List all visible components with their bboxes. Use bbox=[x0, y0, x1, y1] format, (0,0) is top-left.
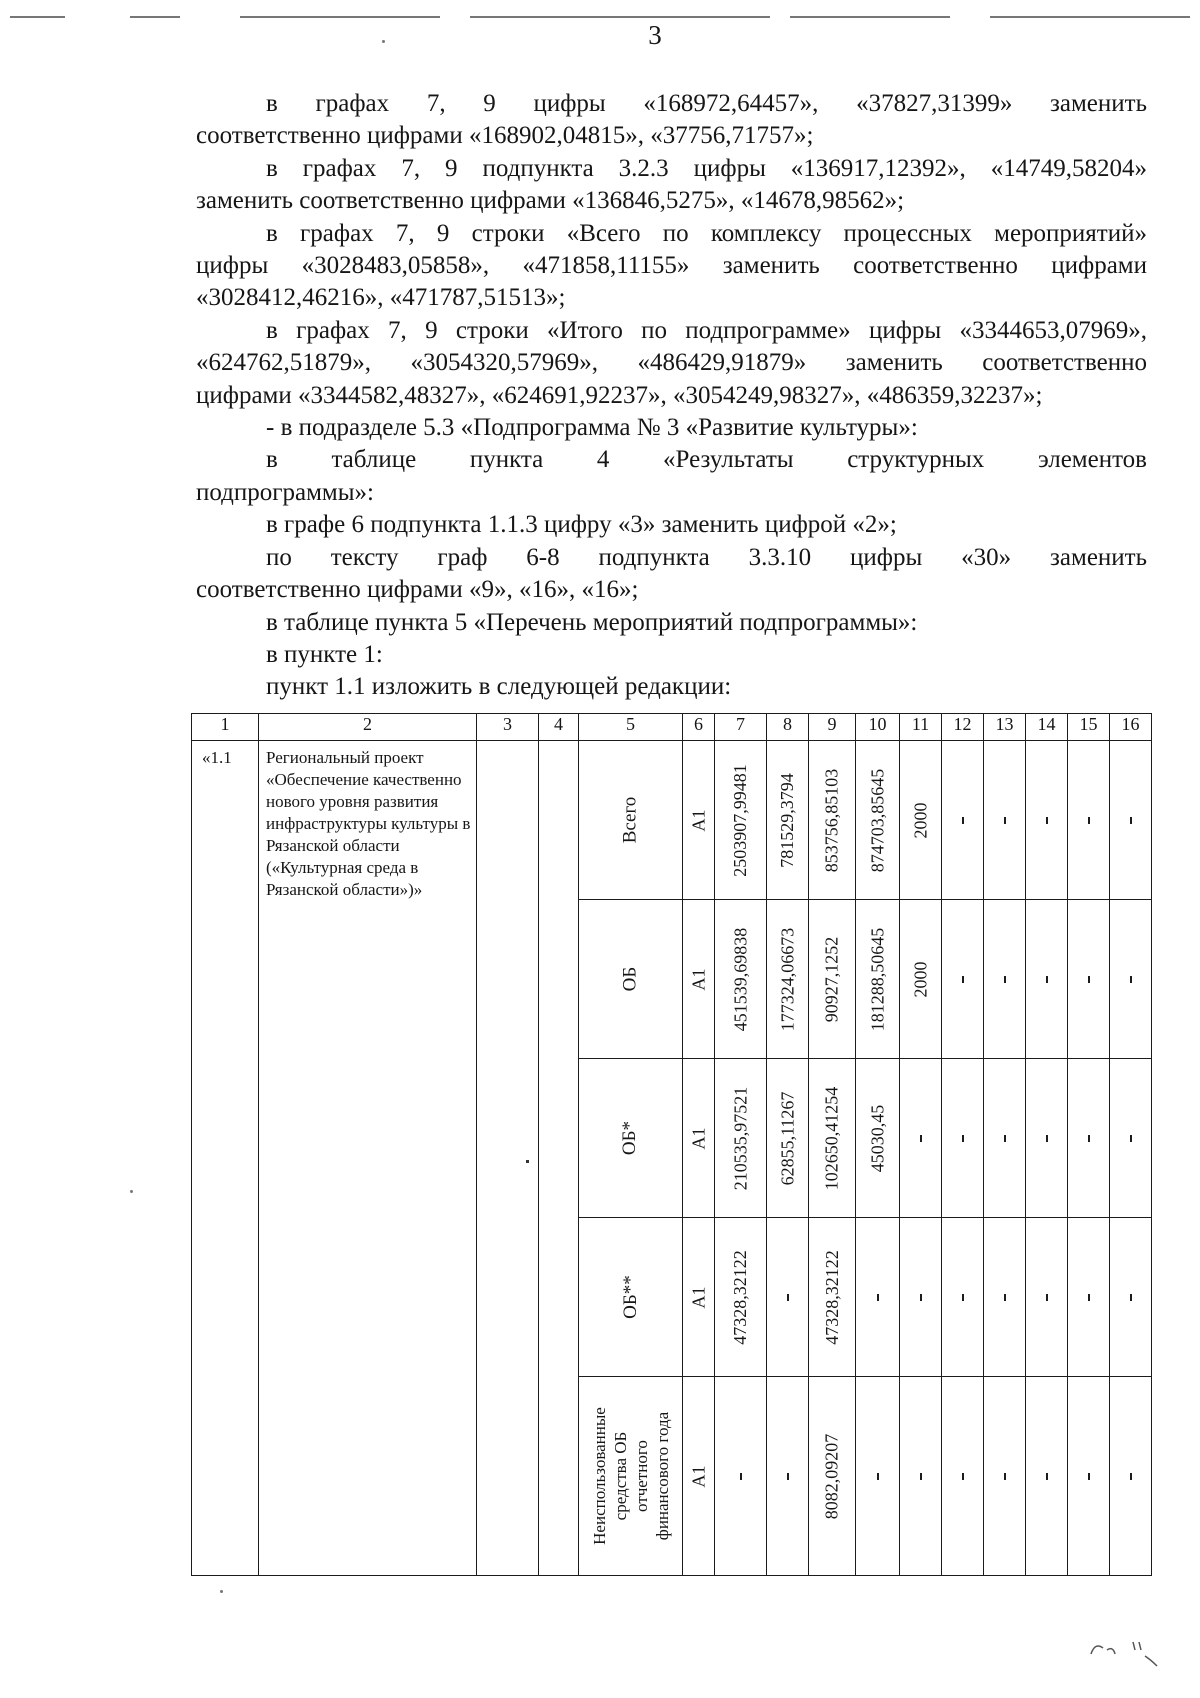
table-cell bbox=[715, 1059, 767, 1218]
paragraph-line: в графах 7, 9 строки «Всего по комплексу процессных мероприятий» bbox=[266, 219, 1147, 247]
dash-mark bbox=[900, 1218, 941, 1376]
table-cell bbox=[984, 1059, 1026, 1218]
cell-value: 2503907,99481 bbox=[730, 763, 750, 877]
table-cell bbox=[683, 741, 715, 900]
table-cell bbox=[1068, 900, 1110, 1059]
paragraph-line: по тексту граф 6-8 подпункта 3.3.10 цифры «30» заменить bbox=[266, 543, 1147, 571]
dash-mark bbox=[1110, 1377, 1151, 1575]
dash-mark bbox=[767, 1218, 808, 1376]
table-cell bbox=[683, 1377, 715, 1576]
cell-value: 177324,06673 bbox=[777, 927, 797, 1031]
vertical-text bbox=[579, 1059, 682, 1217]
dash-mark bbox=[1026, 1059, 1067, 1217]
vertical-text bbox=[683, 741, 714, 899]
dash-mark bbox=[942, 1059, 983, 1217]
table-cell bbox=[984, 900, 1026, 1059]
paragraph-line: - в подразделе 5.3 «Подпрограмма № 3 «Развитие культуры»: bbox=[266, 414, 918, 442]
column-header: 1 bbox=[192, 714, 259, 741]
scan-mark bbox=[526, 1160, 529, 1163]
table-cell bbox=[767, 1059, 809, 1218]
vertical-text bbox=[683, 1218, 714, 1376]
vertical-text bbox=[683, 1059, 714, 1217]
table-cell bbox=[856, 1218, 900, 1377]
dash-mark bbox=[1110, 741, 1151, 899]
table-cell bbox=[1068, 1377, 1110, 1576]
vertical-text bbox=[715, 741, 766, 899]
vertical-text bbox=[579, 1377, 682, 1575]
dash-mark bbox=[1026, 900, 1067, 1058]
table-cell bbox=[767, 1377, 809, 1576]
vertical-text bbox=[715, 1218, 766, 1376]
initials-mark bbox=[1085, 1620, 1165, 1670]
vertical-text bbox=[767, 900, 808, 1058]
dash-mark bbox=[715, 1377, 766, 1575]
table-cell bbox=[942, 900, 984, 1059]
column-header: 13 bbox=[984, 714, 1026, 741]
table-cell bbox=[767, 900, 809, 1059]
table-cell bbox=[767, 741, 809, 900]
vertical-text bbox=[809, 900, 855, 1058]
column-header: 8 bbox=[767, 714, 809, 741]
cell-value: 45030,45 bbox=[867, 1104, 887, 1172]
column-4-cell bbox=[539, 741, 579, 1576]
table-cell bbox=[856, 741, 900, 900]
cell-value: 2000 bbox=[910, 802, 930, 838]
table-cell bbox=[900, 1377, 942, 1576]
vertical-text bbox=[767, 741, 808, 899]
table-cell bbox=[900, 900, 942, 1059]
column-header: 11 bbox=[900, 714, 942, 741]
table-cell bbox=[900, 1218, 942, 1377]
dash-mark bbox=[984, 1218, 1025, 1376]
table-cell bbox=[579, 1059, 683, 1218]
cell-value: 47328,32122 bbox=[821, 1249, 842, 1345]
table-cell bbox=[683, 1218, 715, 1377]
vertical-text bbox=[856, 900, 899, 1058]
cell-value: 874703,85645 bbox=[867, 768, 887, 872]
vertical-text bbox=[809, 1059, 855, 1217]
cell-value: 2000 bbox=[910, 961, 930, 997]
paragraph-line: подпрограммы»: bbox=[196, 478, 374, 506]
column-header: 5 bbox=[579, 714, 683, 741]
dash-mark bbox=[984, 900, 1025, 1058]
paragraph-line: в графах 7, 9 строки «Итого по подпрограмме» цифры «3344653,07969», bbox=[266, 316, 1147, 344]
table-cell bbox=[942, 1059, 984, 1218]
table-cell bbox=[715, 1218, 767, 1377]
cell-value: А1 bbox=[688, 968, 708, 990]
table-cell bbox=[809, 1059, 856, 1218]
table-cell bbox=[1026, 1218, 1068, 1377]
vertical-text bbox=[900, 900, 941, 1058]
dash-mark bbox=[900, 1059, 941, 1217]
paragraph-line: в графах 7, 9 цифры «168972,64457», «37827,31399» заменить bbox=[266, 90, 1147, 117]
cell-value: Всего bbox=[619, 796, 641, 844]
paragraph-line: «3028412,46216», «471787,51513»; bbox=[196, 284, 566, 312]
table-header-row bbox=[192, 714, 1152, 741]
table-cell bbox=[1026, 900, 1068, 1059]
table-cell bbox=[715, 1377, 767, 1576]
paragraph-line: в таблице пункта 5 «Перечень мероприятий подпрограммы»: bbox=[266, 608, 918, 636]
paragraph-line: пункт 1.1 изложить в следующей редакции: bbox=[266, 673, 732, 701]
paragraph-line: цифрами «3344582,48327», «624691,92237», «3054249,98327», «486359,32237»; bbox=[196, 381, 1043, 409]
dash-mark bbox=[1068, 741, 1109, 899]
page-number: 3 bbox=[648, 20, 662, 50]
dash-mark bbox=[856, 1218, 899, 1376]
paragraph-line: цифры «3028483,05858», «471858,11155» заменить соответственно цифрами bbox=[196, 252, 1147, 280]
vertical-text bbox=[856, 741, 899, 899]
column-header: 3 bbox=[477, 714, 539, 741]
table-cell bbox=[856, 900, 900, 1059]
table-cell bbox=[984, 741, 1026, 900]
vertical-text bbox=[683, 1377, 714, 1575]
scan-mark bbox=[130, 1190, 133, 1193]
column-header: 4 bbox=[539, 714, 579, 741]
dash-mark bbox=[1026, 741, 1067, 899]
table-cell bbox=[767, 1218, 809, 1377]
vertical-text bbox=[767, 1059, 808, 1217]
vertical-text bbox=[579, 900, 682, 1058]
table-cell bbox=[1068, 1059, 1110, 1218]
item-number-cell: «1.1 bbox=[192, 741, 259, 1576]
vertical-text bbox=[809, 1377, 855, 1575]
cell-value: 853756,85103 bbox=[821, 768, 842, 872]
vertical-text bbox=[809, 1218, 855, 1376]
table-cell bbox=[683, 900, 715, 1059]
table-cell bbox=[683, 1059, 715, 1218]
column-header: 9 bbox=[809, 714, 856, 741]
dash-mark bbox=[1068, 1218, 1109, 1376]
vertical-text bbox=[683, 900, 714, 1058]
table-cell bbox=[984, 1377, 1026, 1576]
cell-value: 47328,32122 bbox=[730, 1249, 750, 1345]
table-cell bbox=[1026, 1377, 1068, 1576]
paragraph-line: заменить соответственно цифрами «136846,5275», «14678,98562»; bbox=[196, 187, 905, 215]
table-cell bbox=[579, 900, 683, 1059]
dash-mark bbox=[1026, 1218, 1067, 1376]
table-cell bbox=[579, 1218, 683, 1377]
table-cell bbox=[809, 900, 856, 1059]
dash-mark bbox=[1068, 1377, 1109, 1575]
vertical-text bbox=[856, 1059, 899, 1217]
table-cell bbox=[809, 741, 856, 900]
paragraph-line: в таблице пункта 4 «Результаты структурных элементов bbox=[266, 446, 1147, 474]
cell-value: А1 bbox=[688, 1286, 708, 1308]
dash-mark bbox=[1068, 1059, 1109, 1217]
dash-mark bbox=[1110, 900, 1151, 1058]
paragraph-line: соответственно цифрами «9», «16», «16»; bbox=[196, 576, 639, 604]
scan-mark bbox=[382, 40, 385, 43]
cell-value: 102650,41254 bbox=[821, 1086, 842, 1190]
item-name-cell: Региональный проект «Обеспечение качественно нового уровня развития инфраструктуры культуры в Рязанской области («Культурная среда в Рязанской области»)» bbox=[259, 741, 477, 1576]
table-cell bbox=[1110, 1218, 1152, 1377]
table-cell bbox=[984, 1218, 1026, 1377]
table-cell bbox=[579, 1377, 683, 1576]
vertical-text bbox=[715, 1059, 766, 1217]
cell-value: 181288,50645 bbox=[867, 927, 887, 1031]
table-cell bbox=[856, 1377, 900, 1576]
cell-value: 62855,11267 bbox=[777, 1091, 797, 1185]
vertical-text bbox=[809, 741, 855, 899]
cell-value: 781529,3794 bbox=[777, 772, 797, 868]
vertical-text bbox=[579, 1218, 682, 1376]
dash-mark bbox=[1110, 1218, 1151, 1376]
table-cell bbox=[856, 1059, 900, 1218]
table-row bbox=[192, 741, 1152, 900]
paragraph-line: в пункте 1: bbox=[266, 640, 383, 668]
paragraph-line: в графе 6 подпункта 1.1.3 цифру «3» заменить цифрой «2»; bbox=[266, 511, 897, 539]
table-cell bbox=[1110, 741, 1152, 900]
dash-mark bbox=[856, 1377, 899, 1575]
paragraph-line: в графах 7, 9 подпункта 3.2.3 цифры «136917,12392», «14749,58204» bbox=[266, 154, 1147, 182]
cell-value: 210535,97521 bbox=[730, 1086, 750, 1190]
table-cell bbox=[1026, 1059, 1068, 1218]
paragraph-line: соответственно цифрами «168902,04815», «37756,71757»; bbox=[196, 122, 814, 150]
dash-mark bbox=[942, 1218, 983, 1376]
table-cell bbox=[1068, 741, 1110, 900]
vertical-text bbox=[715, 900, 766, 1058]
dash-mark bbox=[1026, 1377, 1067, 1575]
column-3-cell bbox=[477, 741, 539, 1576]
table-cell bbox=[809, 1377, 856, 1576]
cell-value: 8082,09207 bbox=[821, 1433, 842, 1519]
scan-top-edge bbox=[0, 16, 1200, 18]
dash-mark bbox=[1110, 1059, 1151, 1217]
dash-mark bbox=[984, 1377, 1025, 1575]
cell-value: Неиспользованные средства ОБ отчетного финансового года bbox=[589, 1407, 672, 1545]
table-cell bbox=[809, 1218, 856, 1377]
table-cell bbox=[1110, 1059, 1152, 1218]
funding-table bbox=[191, 713, 1152, 1576]
dash-mark bbox=[900, 1377, 941, 1575]
column-header: 12 bbox=[942, 714, 984, 741]
table-cell bbox=[942, 1218, 984, 1377]
vertical-text bbox=[579, 741, 682, 899]
column-header: 16 bbox=[1110, 714, 1152, 741]
cell-value: ОБ** bbox=[619, 1275, 641, 1319]
column-header: 6 bbox=[683, 714, 715, 741]
table-cell bbox=[1026, 741, 1068, 900]
table-cell bbox=[1068, 1218, 1110, 1377]
cell-value: А1 bbox=[688, 809, 708, 831]
dash-mark bbox=[767, 1377, 808, 1575]
cell-value: 90927,1252 bbox=[821, 936, 842, 1022]
column-header: 2 bbox=[259, 714, 477, 741]
dash-mark bbox=[942, 741, 983, 899]
table-cell bbox=[900, 741, 942, 900]
dash-mark bbox=[942, 1377, 983, 1575]
table-cell bbox=[715, 741, 767, 900]
document-body bbox=[196, 88, 1147, 704]
dash-mark bbox=[984, 1059, 1025, 1217]
table-cell bbox=[579, 741, 683, 900]
table-cell bbox=[1110, 900, 1152, 1059]
table-cell bbox=[715, 900, 767, 1059]
cell-value: ОБ bbox=[619, 966, 641, 992]
column-header: 10 bbox=[856, 714, 900, 741]
cell-value: А1 bbox=[688, 1465, 708, 1487]
column-header: 7 bbox=[715, 714, 767, 741]
table-cell bbox=[1110, 1377, 1152, 1576]
column-header: 14 bbox=[1026, 714, 1068, 741]
dash-mark bbox=[942, 900, 983, 1058]
column-header: 15 bbox=[1068, 714, 1110, 741]
vertical-text bbox=[900, 741, 941, 899]
table-cell bbox=[942, 1377, 984, 1576]
cell-value: А1 bbox=[688, 1127, 708, 1149]
dash-mark bbox=[984, 741, 1025, 899]
table-cell bbox=[900, 1059, 942, 1218]
paragraph-line: «624762,51879», «3054320,57969», «486429,91879» заменить соответственно bbox=[196, 349, 1147, 377]
table-cell bbox=[942, 741, 984, 900]
dash-mark bbox=[1068, 900, 1109, 1058]
cell-value: ОБ* bbox=[619, 1120, 641, 1156]
scan-mark bbox=[220, 1590, 223, 1593]
cell-value: 451539,69838 bbox=[730, 927, 750, 1031]
